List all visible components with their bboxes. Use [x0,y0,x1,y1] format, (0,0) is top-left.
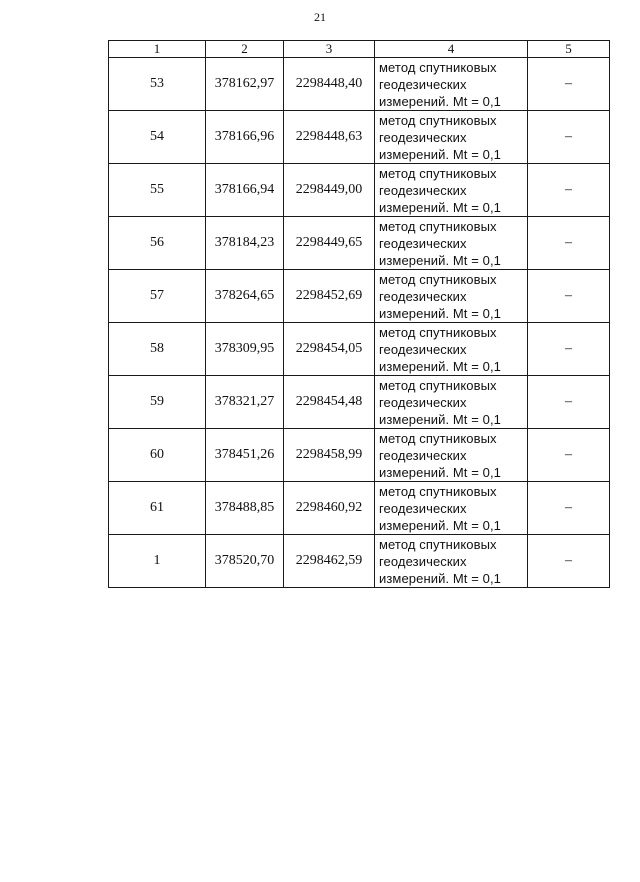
point-number-cell: 1 [109,535,206,588]
x-coordinate-cell: 378166,96 [206,111,284,164]
note-cell: – [528,111,610,164]
note-cell: – [528,58,610,111]
table-row [109,111,610,164]
method-cell [375,535,528,588]
method-text-line: геодезических [379,235,467,251]
method-cell [375,111,528,164]
y-coordinate-cell: 2298452,69 [284,270,375,323]
y-coordinate-cell: 2298458,99 [284,429,375,482]
method-cell [375,58,528,111]
method-text-line: метод спутниковых [379,218,497,234]
x-coordinate-cell: 378488,85 [206,482,284,535]
method-text-line: метод спутниковых [379,271,497,287]
note-cell: – [528,217,610,270]
x-coordinate-cell: 378309,95 [206,323,284,376]
y-coordinate-cell: 2298462,59 [284,535,375,588]
table-row [109,58,610,111]
method-text-line: геодезических [379,394,467,410]
method-text-line: измерений. Mt = 0,1 [379,464,502,480]
table-row [109,429,610,482]
method-text-line: измерений. Mt = 0,1 [379,199,502,215]
point-number-cell: 55 [109,164,206,217]
column-header-5: 5 [528,41,610,58]
point-number-cell: 58 [109,323,206,376]
method-cell [375,270,528,323]
x-coordinate-cell: 378321,27 [206,376,284,429]
method-text-line: метод спутниковых [379,324,497,340]
column-header-1: 1 [109,41,206,58]
method-cell [375,482,528,535]
coordinates-table [108,40,610,588]
method-text-line: геодезических [379,553,467,569]
point-number-cell: 59 [109,376,206,429]
y-coordinate-cell: 2298448,63 [284,111,375,164]
method-cell [375,323,528,376]
table-row [109,323,610,376]
point-number-cell: 56 [109,217,206,270]
method-text-line: метод спутниковых [379,112,497,128]
method-text-line: метод спутниковых [379,536,497,552]
method-cell [375,429,528,482]
x-coordinate-cell: 378264,65 [206,270,284,323]
note-cell: – [528,482,610,535]
method-text-line: измерений. Mt = 0,1 [379,93,502,109]
method-text-line: геодезических [379,500,467,516]
table-row [109,217,610,270]
note-cell: – [528,535,610,588]
table-row [109,535,610,588]
point-number-cell: 57 [109,270,206,323]
note-cell: – [528,323,610,376]
point-number-cell: 60 [109,429,206,482]
table-row [109,376,610,429]
note-cell: – [528,270,610,323]
method-text-line: метод спутниковых [379,377,497,393]
method-text-line: геодезических [379,447,467,463]
method-text-line: геодезических [379,288,467,304]
method-text-line: геодезических [379,129,467,145]
table-body [109,58,610,588]
x-coordinate-cell: 378162,97 [206,58,284,111]
point-number-cell: 53 [109,58,206,111]
method-text-line: геодезических [379,76,467,92]
note-cell: – [528,376,610,429]
y-coordinate-cell: 2298449,65 [284,217,375,270]
method-text-line: измерений. Mt = 0,1 [379,411,502,427]
method-cell [375,164,528,217]
method-text-line: метод спутниковых [379,165,497,181]
method-cell [375,376,528,429]
method-text-line: измерений. Mt = 0,1 [379,146,502,162]
method-text-line: измерений. Mt = 0,1 [379,252,502,268]
y-coordinate-cell: 2298448,40 [284,58,375,111]
method-text-line: метод спутниковых [379,483,497,499]
method-text-line: геодезических [379,341,467,357]
method-cell [375,217,528,270]
column-header-4: 4 [375,41,528,58]
table-row [109,482,610,535]
y-coordinate-cell: 2298449,00 [284,164,375,217]
x-coordinate-cell: 378184,23 [206,217,284,270]
table-row [109,164,610,217]
y-coordinate-cell: 2298454,05 [284,323,375,376]
method-text-line: измерений. Mt = 0,1 [379,570,502,586]
method-text-line: измерений. Mt = 0,1 [379,305,502,321]
method-text-line: метод спутниковых [379,430,497,446]
point-number-cell: 54 [109,111,206,164]
y-coordinate-cell: 2298460,92 [284,482,375,535]
method-text-line: геодезических [379,182,467,198]
table-row [109,270,610,323]
method-text-line: измерений. Mt = 0,1 [379,517,502,533]
x-coordinate-cell: 378520,70 [206,535,284,588]
y-coordinate-cell: 2298454,48 [284,376,375,429]
note-cell: – [528,164,610,217]
note-cell: – [528,429,610,482]
column-header-2: 2 [206,41,284,58]
x-coordinate-cell: 378166,94 [206,164,284,217]
column-header-3: 3 [284,41,375,58]
method-text-line: измерений. Mt = 0,1 [379,358,502,374]
point-number-cell: 61 [109,482,206,535]
table-header-row [109,41,610,58]
page-number: 21 [314,10,326,24]
x-coordinate-cell: 378451,26 [206,429,284,482]
method-text-line: метод спутниковых [379,59,497,75]
